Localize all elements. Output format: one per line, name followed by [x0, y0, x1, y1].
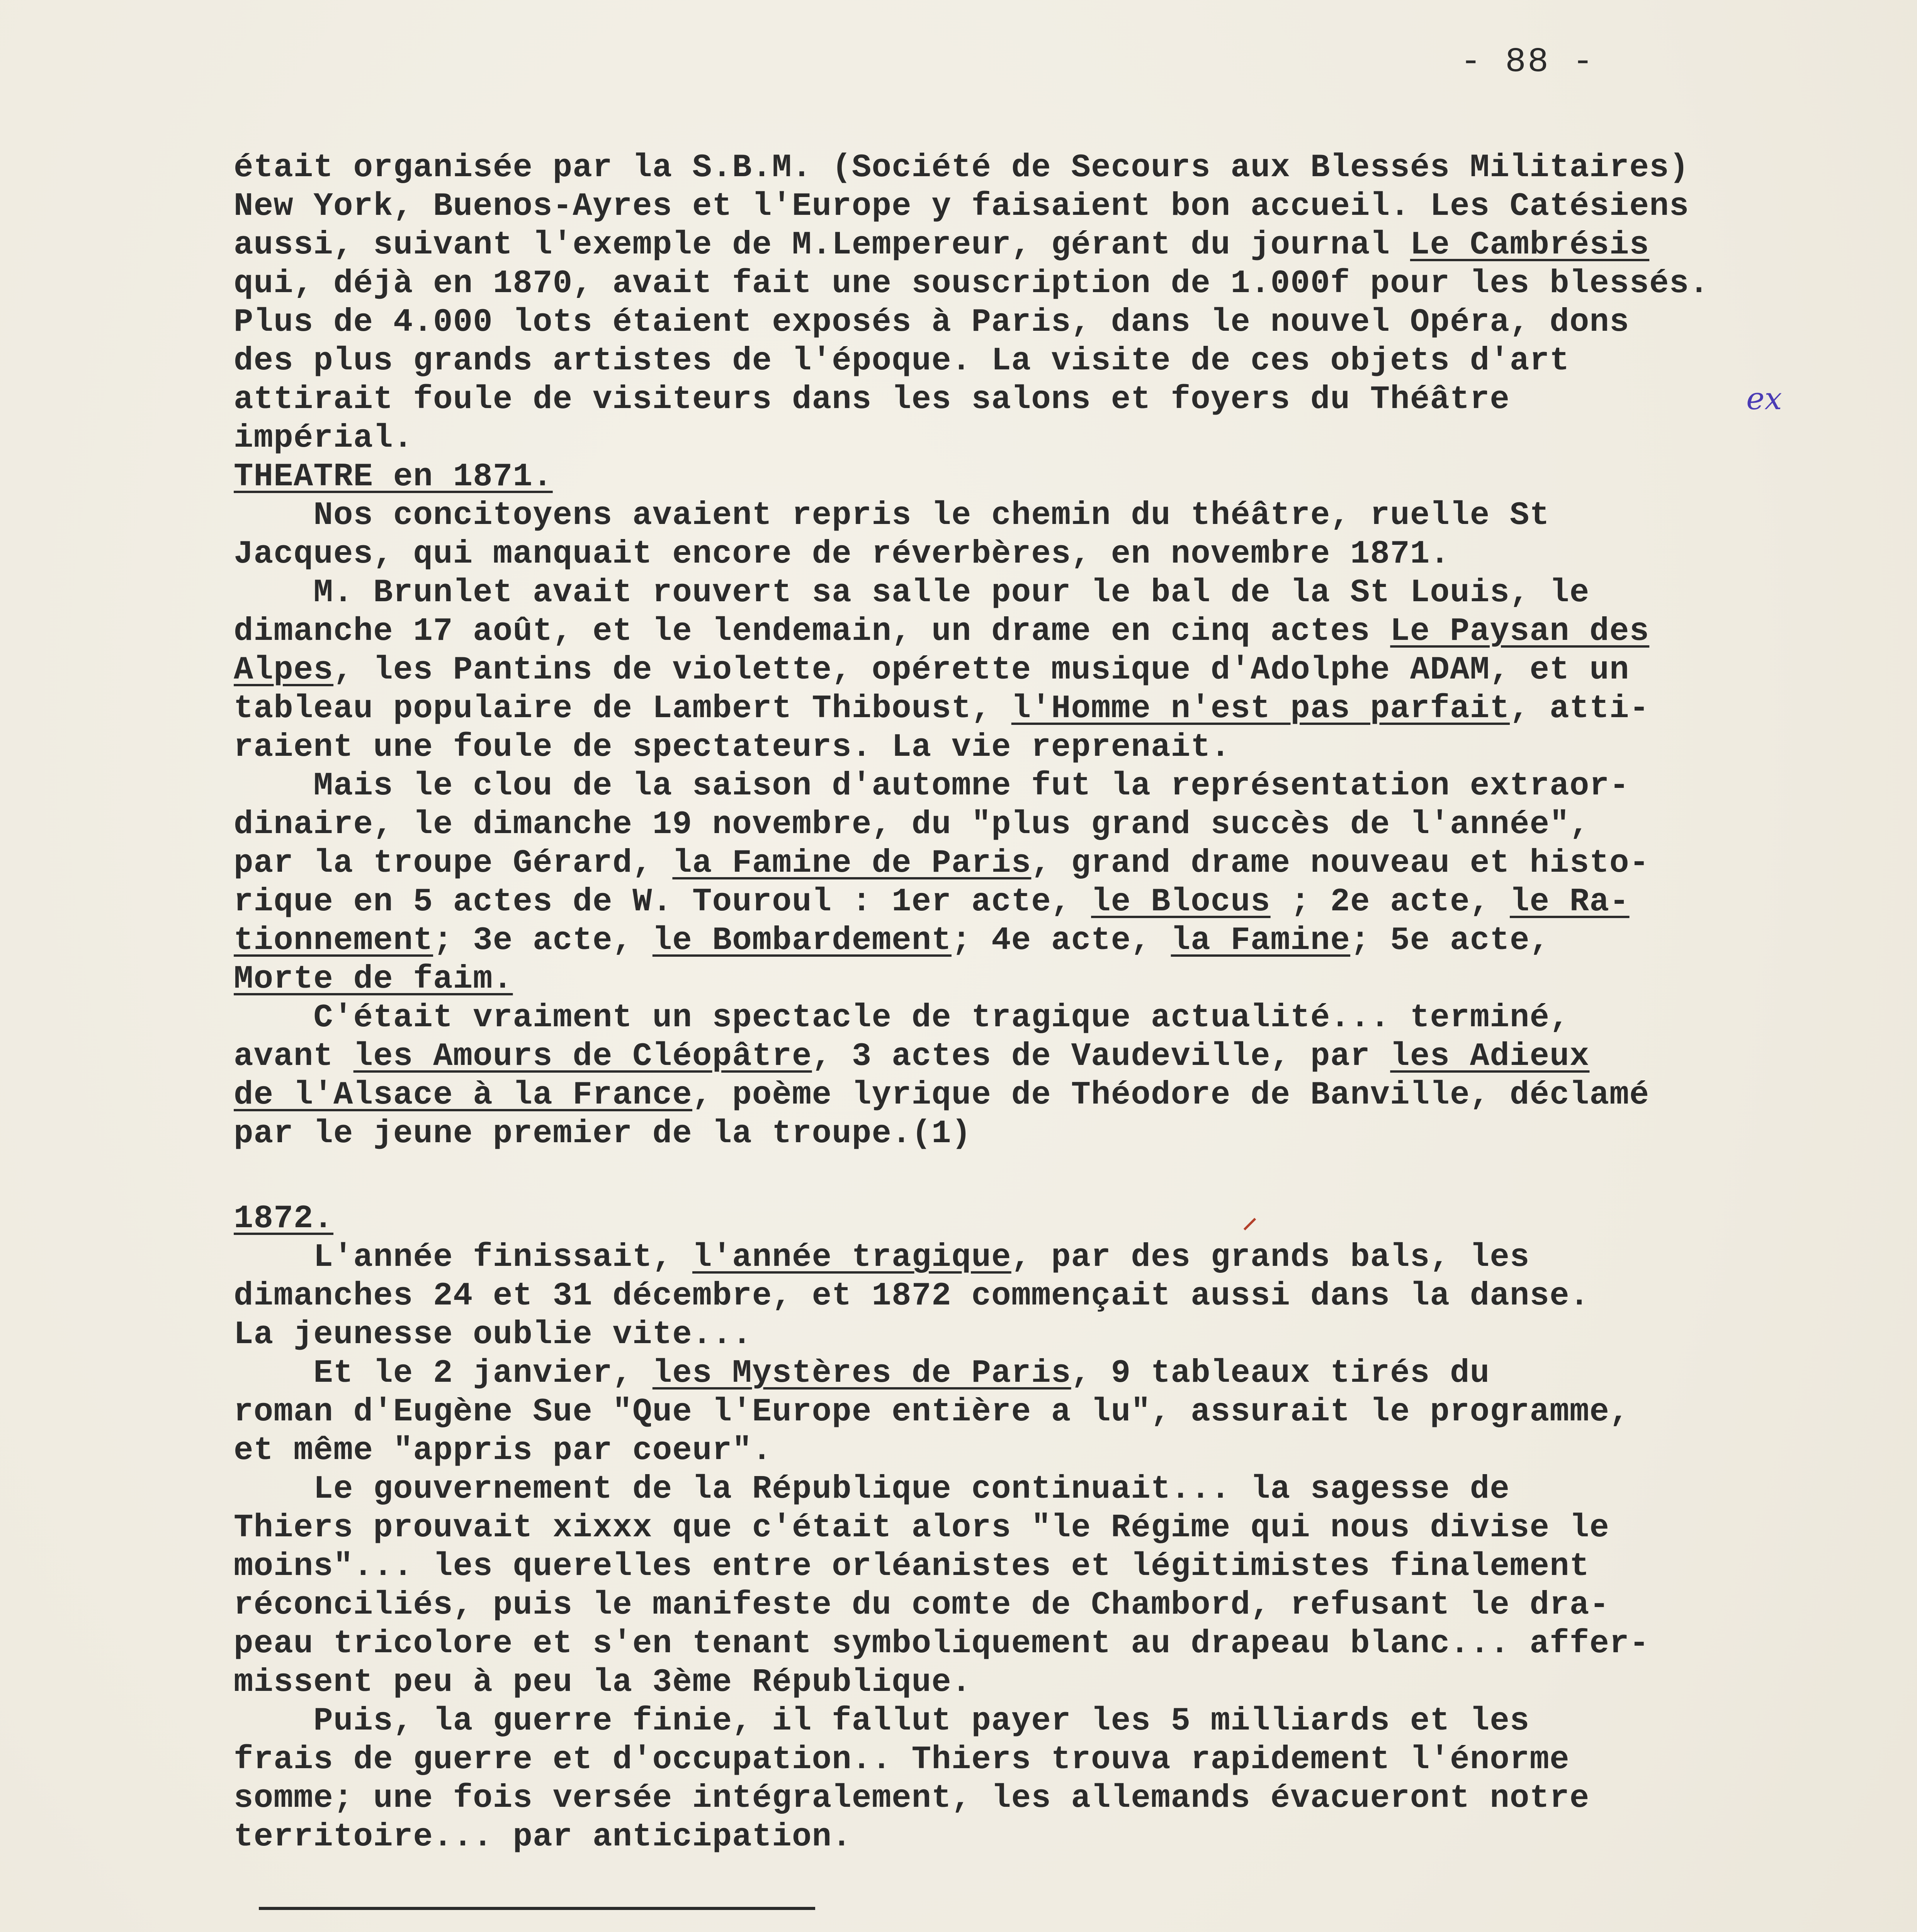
underlined-title: la Famine de Paris: [672, 845, 1032, 882]
text-line: missent peu à peu la 3ème République.: [234, 1664, 972, 1701]
text-line: avant les Amours de Cléopâtre, 3 actes de Vaudeville, par les Adieux: [234, 1038, 1590, 1075]
text-line: Nos concitoyens avaient repris le chemin du théâtre, ruelle St: [234, 497, 1550, 534]
underlined-title: les Mystères de Paris: [652, 1355, 1071, 1392]
text-line: dinaire, le dimanche 19 novembre, du "plus grand succès de l'année",: [234, 806, 1590, 843]
underlined-title: 1872.: [234, 1201, 334, 1237]
text-line: des plus grands artistes de l'époque. La visite de ces objets d'art: [234, 343, 1570, 379]
text-line: impérial.: [234, 420, 413, 457]
text-line: rique en 5 actes de W. Touroul : 1er acte, le Blocus ; 2e acte, le Ra-: [234, 884, 1630, 920]
underlined-title: Morte de faim.: [234, 961, 513, 998]
text-line: dimanches 24 et 31 décembre, et 1872 commençait aussi dans la danse.: [234, 1278, 1590, 1315]
text-line: peau tricolore et s'en tenant symboliquement au drapeau blanc... affer-: [234, 1626, 1650, 1662]
text-line: C'était vraiment un spectacle de tragique actualité... terminé,: [234, 1000, 1570, 1036]
text-line: réconciliés, puis le manifeste du comte de Chambord, refusant le dra-: [234, 1587, 1609, 1624]
underlined-title: les Amours de Cléopâtre: [353, 1038, 812, 1075]
main-text: [234, 149, 1903, 1857]
text-line: et même "appris par coeur".: [234, 1432, 772, 1469]
text-line: Et le 2 janvier, les Mystères de Paris, 9 tableaux tirés du: [234, 1355, 1490, 1392]
text-line: territoire... par anticipation.: [234, 1819, 852, 1855]
text-line: attirait foule de visiteurs dans les salons et foyers du Théâtre: [234, 381, 1510, 418]
text-line: par le jeune premier de la troupe.(1): [234, 1116, 972, 1152]
text-line: La jeunesse oublie vite...: [234, 1316, 752, 1353]
text-line: [234, 458, 1903, 497]
underlined-title: le Ra-: [1509, 884, 1630, 920]
text-line: était organisée par la S.B.M. (Société de Secours aux Blessés Militaires): [234, 150, 1689, 186]
text-line: Puis, la guerre finie, il fallut payer les 5 milliards et les: [234, 1703, 1530, 1740]
underlined-title: la Famine: [1171, 922, 1351, 959]
text-line: Mais le clou de la saison d'automne fut la représentation extraor-: [234, 768, 1630, 804]
text-line: moins"... les querelles entre orléanistes et légitimistes finalement: [234, 1548, 1590, 1585]
underlined-title: Alpes: [234, 652, 334, 689]
underlined-title: le Bombardement: [652, 922, 952, 959]
text-line: dimanche 17 août, et le lendemain, un drame en cinq actes Le Paysan des: [234, 613, 1650, 650]
underlined-title: l'année tragique: [692, 1239, 1011, 1276]
text-line: Plus de 4.000 lots étaient exposés à Paris, dans le nouvel Opéra, dons: [234, 304, 1630, 341]
text-line: [234, 1200, 1903, 1238]
text-line: Thiers prouvait xixxx que c'était alors "le Régime qui nous divise le: [234, 1510, 1609, 1546]
underlined-title: l'Homme n'est pas parfait: [1011, 690, 1510, 727]
text-line: Alpes, les Pantins de violette, opérette musique d'Adolphe ADAM, et un: [234, 652, 1630, 689]
text-line: M. Brunlet avait rouvert sa salle pour le bal de la St Louis, le: [234, 575, 1590, 611]
footnote-separator: [259, 1907, 815, 1910]
underlined-title: THEATRE en 1871.: [234, 459, 553, 495]
underlined-title: le Blocus: [1091, 884, 1271, 920]
text-line: raient une foule de spectateurs. La vie reprenait.: [234, 729, 1231, 766]
text-line: New York, Buenos-Ayres et l'Europe y faisaient bon accueil. Les Catésiens: [234, 188, 1689, 225]
text-line: roman d'Eugène Sue "Que l'Europe entière a lu", assurait le programme,: [234, 1394, 1630, 1430]
text-line: tableau populaire de Lambert Thiboust, l'Homme n'est pas parfait, atti-: [234, 690, 1650, 727]
text-line: [234, 1153, 1903, 1200]
text-line: aussi, suivant l'exemple de M.Lempereur, gérant du journal Le Cambrésis: [234, 227, 1650, 264]
text-line: L'année finissait, l'année tragique, par des grands bals, les: [234, 1239, 1530, 1276]
text-line: tionnement; 3e acte, le Bombardement; 4e acte, la Famine; 5e acte,: [234, 922, 1550, 959]
text-line: qui, déjà en 1870, avait fait une souscription de 1.000f pour les blessés.: [234, 265, 1710, 302]
text-line: Jacques, qui manquait encore de réverbères, en novembre 1871.: [234, 536, 1450, 573]
underlined-title: Le Cambrésis: [1410, 227, 1650, 264]
text-line: de l'Alsace à la France, poème lyrique de Théodore de Banville, déclamé: [234, 1077, 1650, 1114]
underlined-title: de l'Alsace à la France: [234, 1077, 692, 1114]
text-line: somme; une fois versée intégralement, les allemands évacueront notre: [234, 1780, 1590, 1817]
underlined-title: les Adieux: [1390, 1038, 1590, 1075]
text-line: Le gouvernement de la République continuait... la sagesse de: [234, 1471, 1510, 1508]
handwritten-annotation: ex: [1746, 381, 1782, 417]
text-line: [234, 960, 1903, 999]
text-line: frais de guerre et d'occupation.. Thiers trouva rapidement l'énorme: [234, 1742, 1570, 1778]
text-line: par la troupe Gérard, la Famine de Paris, grand drame nouveau et histo-: [234, 845, 1650, 882]
underlined-title: tionnement: [234, 922, 433, 959]
underlined-title: Le Paysan des: [1390, 613, 1650, 650]
page-number: - 88 -: [1460, 43, 1595, 82]
